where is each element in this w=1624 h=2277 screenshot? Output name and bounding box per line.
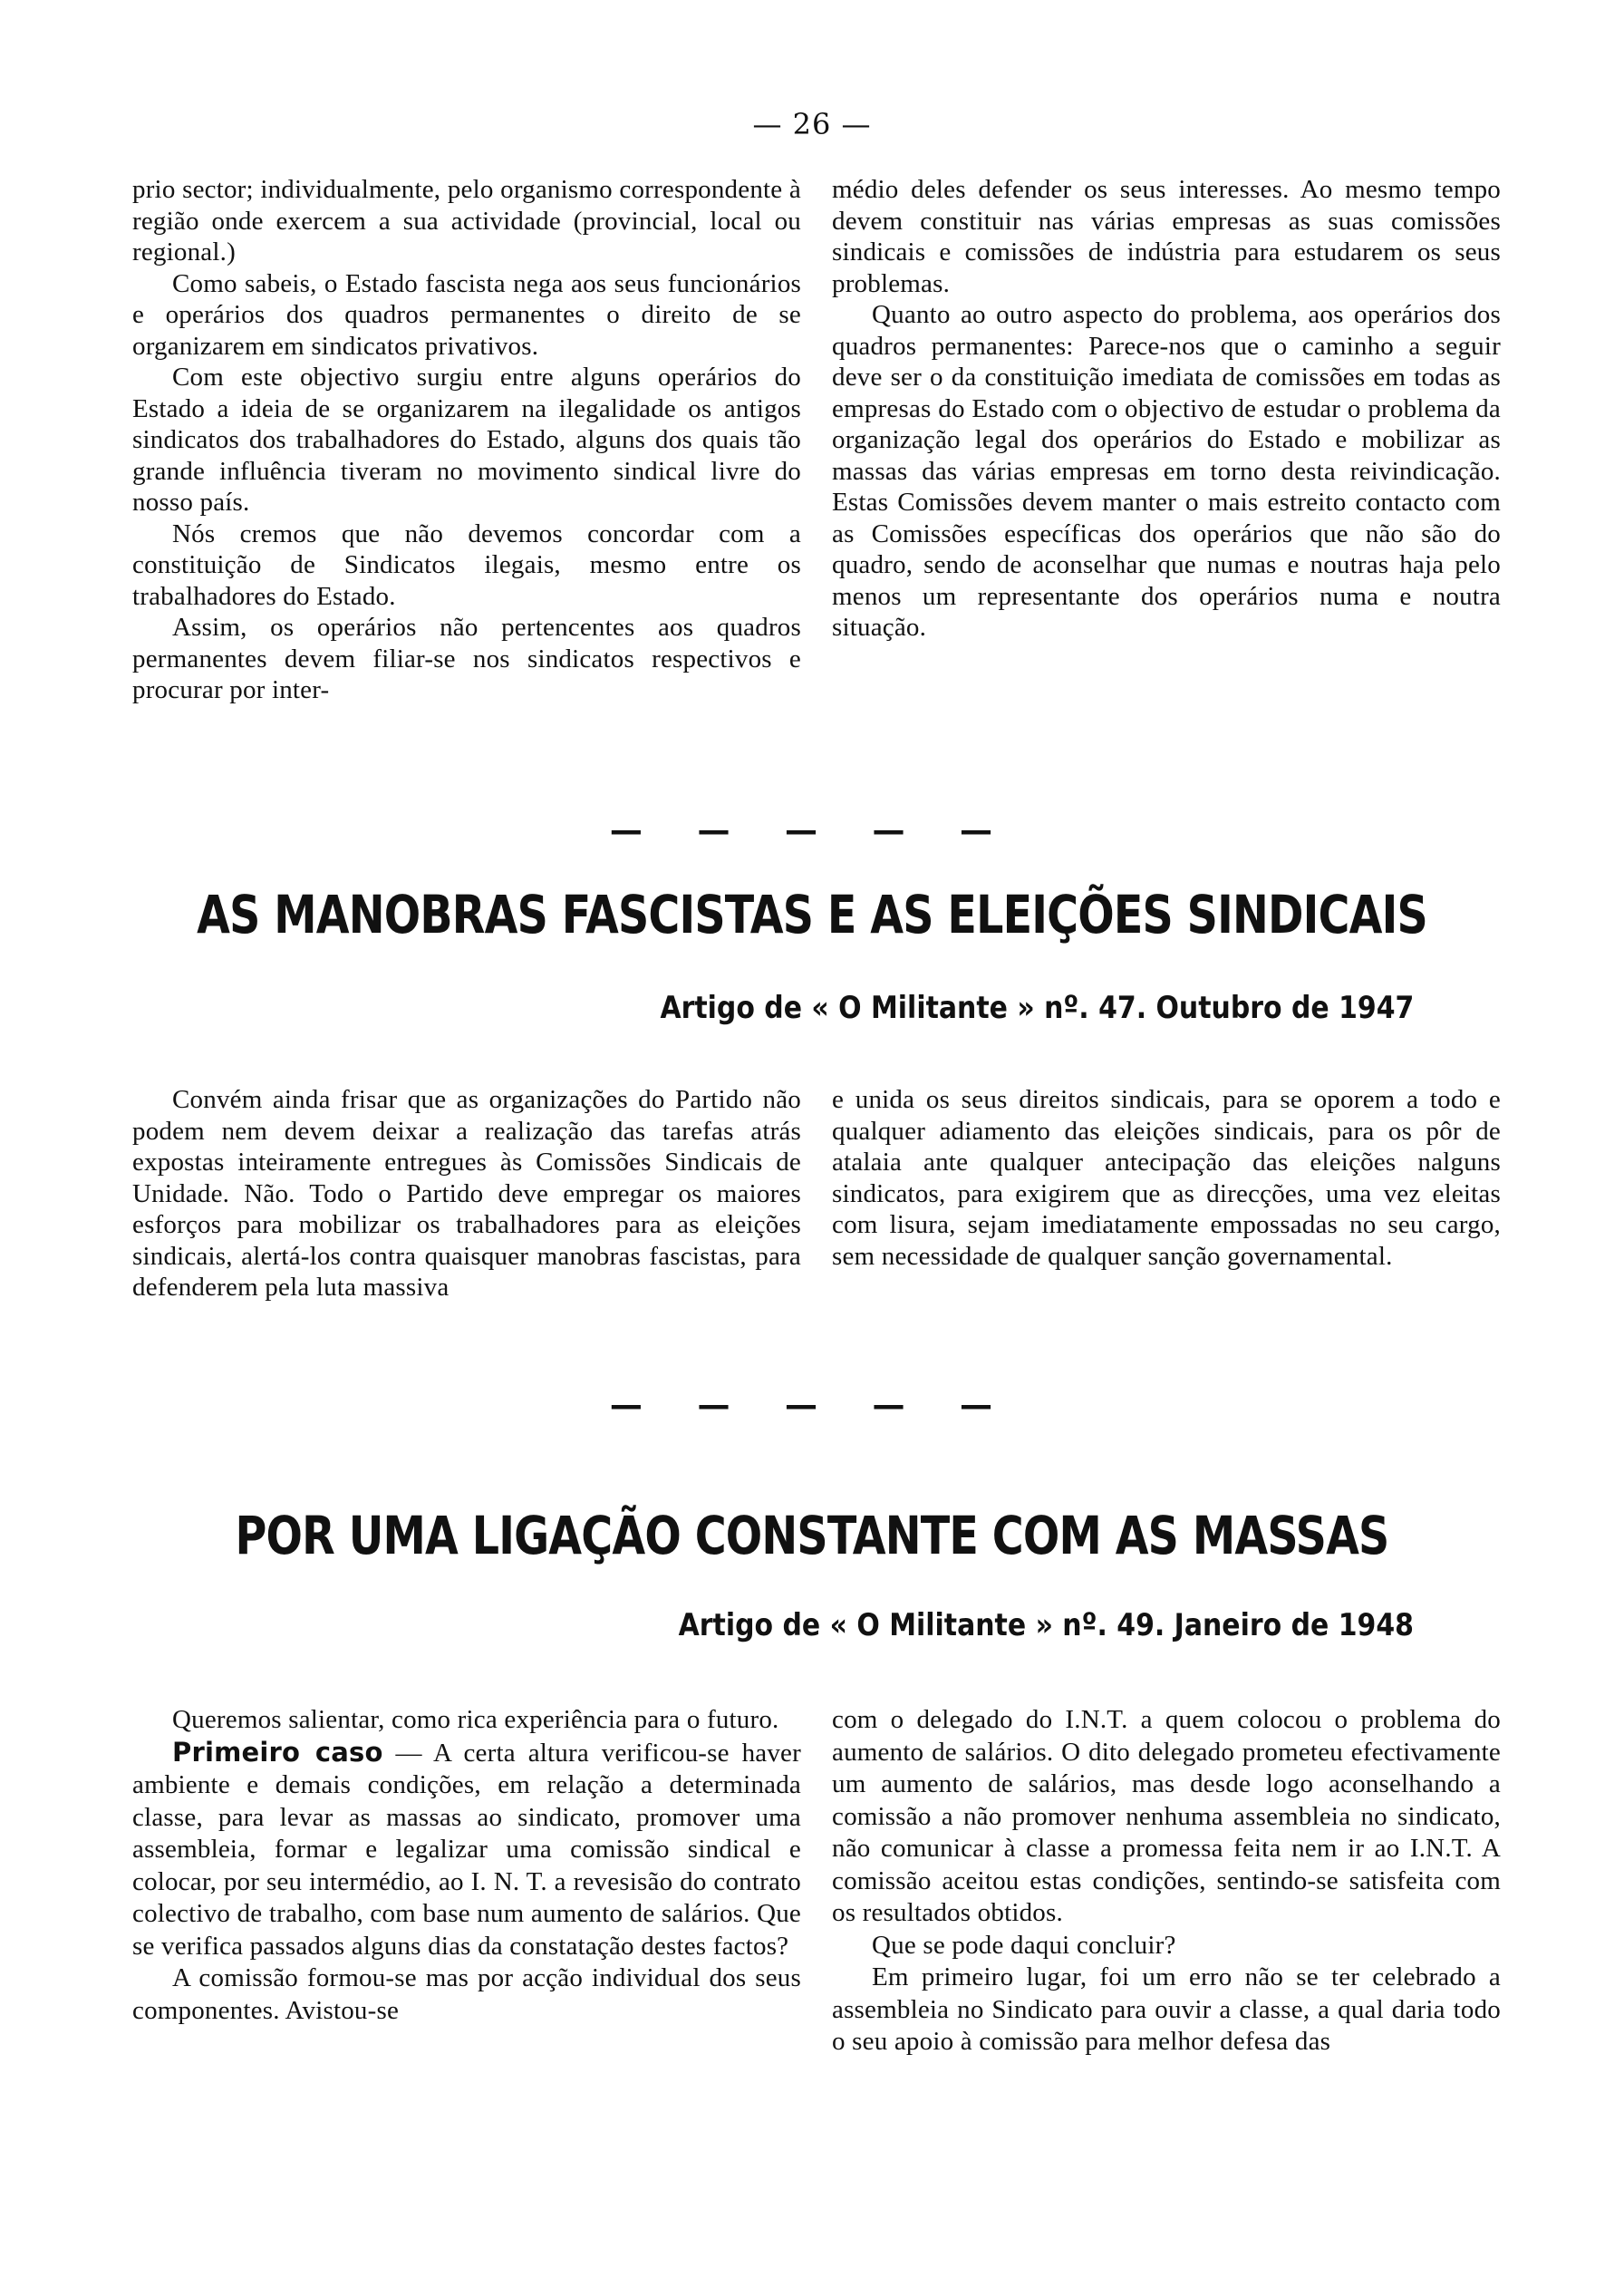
paragraph: prio sector; individualmente, pelo organismo correspondente à região onde exercem a sua actividade (provincial, local ou regional.): [132, 175, 801, 266]
paragraph: Assim, os operários não pertencentes aos quadros permanentes devem filiar-se nos sindicatos respectivos e procurar por inter-: [132, 613, 801, 704]
section-divider: — — — — —: [609, 1387, 1015, 1424]
paragraph: Como sabeis, o Estado fascista nega aos seus funcionários e operários dos quadros permanentes o direito de se organizarem em sindicatos privativos.: [132, 268, 801, 361]
paragraph: Convém ainda frisar que as organizações do Partido não podem nem devem deixar a realização das tarefas atrás expostas inteiramente entregues às Comissões Sindicais de Unidade. Não. Todo o Partido deve empregar os maiores esforços para mobilizar os trabalhadores para as eleições sindicais, alertá-los contra quaisquer manobras fascistas, para defenderem pela luta massiva: [132, 1085, 801, 1302]
article1-columns: [132, 1084, 1501, 1303]
paragraph: Queremos salientar, como rica experiência para o futuro.: [172, 1705, 779, 1734]
section-divider: — — — — —: [609, 812, 1015, 849]
page-number: — 26 —: [752, 107, 872, 141]
paragraph: A comissão formou-se mas por acção individual dos seus componentes. Avistou-se: [132, 1963, 801, 2025]
section1-right-column: [832, 174, 1501, 706]
article2-right-column: [832, 1704, 1501, 2059]
paragraph-lead: Primeiro caso: [172, 1736, 383, 1768]
paragraph: Em primeiro lugar, foi um erro não se ter celebrado a assembleia no Sindicato para ouvir a classe, a qual daria todo o seu apoio à comissão para melhor defesa das: [832, 1962, 1501, 2056]
article-heading: POR UMA LIGAÇÃO CONSTANTE COM AS MASSAS: [235, 1505, 1389, 1566]
paragraph: Com este objectivo surgiu entre alguns operários do Estado a ideia de se organizarem na ilegalidade os antigos sindicatos dos trabalhadores do Estado, alguns dos quais tão grande influência tiveram no movimento sindical livre do nosso país.: [132, 363, 801, 517]
paragraph: com o delegado do I.N.T. a quem colocou o problema do aumento de salários. O dito delegado prometeu efectivamente um aumento de salários, mas desde logo aconselhando a comissão a não promover nenhuma assembleia no sindicato, não comunicar à classe a promessa feita nem ir ao I.N.T. A comissão aceitou estas condições, sentindo-se satisfeita com os resultados obtidos.: [832, 1705, 1501, 1927]
article1-left-column: [132, 1084, 801, 1303]
article-subtitle: Artigo de « O Militante » nº. 49. Janeiro de 1948: [678, 1607, 1414, 1643]
article2-columns: [132, 1704, 1501, 2059]
article2-left-column: [132, 1704, 801, 2059]
article-heading: AS MANOBRAS FASCISTAS E AS ELEIÇÕES SINDICAIS: [197, 884, 1427, 945]
paragraph: [132, 1737, 801, 1963]
section1-left-column: [132, 174, 801, 706]
paragraph: e unida os seus direitos sindicais, para se oporem a todo e qualquer adiamento das eleições sindicais, para os pôr de atalaia ante qualquer antecipação das eleições nalguns sindicatos, para exigirem que as direcções, uma vez eleitas com lisura, sejam imediatamente empossadas no seu cargo, sem necessidade de qualquer sanção governamental.: [832, 1085, 1501, 1271]
article1-right-column: [832, 1084, 1501, 1303]
paragraph: médio deles defender os seus interesses. Ao mesmo tempo devem constituir nas várias empresas as suas comissões sindicais e comissões de indústria para estudarem os seus problemas.: [832, 175, 1501, 298]
paragraph-body: — A certa altura verificou-se haver ambiente e demais condições, em relação a determinada classe, para levar as massas ao sindicato, promover uma assembleia, formar e legalizar uma comissão sindical e colocar, por seu intermédio, ao I. N. T. a revesisão do contrato colectivo de trabalho, com base num aumento de salários. Que se verifica passados alguns dias da constatação destes factos?: [132, 1738, 801, 1961]
paragraph: Quanto ao outro aspecto do problema, aos operários dos quadros permanentes: Parece-nos que o caminho a seguir deve ser o da constituição imediata de comissões em todas as empresas do Estado com o objectivo de estudar o problema da organização legal dos operários do Estado e mobilizar as massas das várias empresas em torno desta reivindicação. Estas Comissões devem manter o mais estreito contacto com as Comissões específicas dos operários que não são do quadro, sendo de aconselhar que numas e noutras haja pelo menos um representante dos operários numa e noutra situação.: [832, 300, 1501, 642]
section1-columns: [132, 174, 1501, 706]
article-subtitle: Artigo de « O Militante » nº. 47. Outubro de 1947: [660, 990, 1414, 1026]
paragraph: Que se pode daqui concluir?: [872, 1930, 1176, 1960]
paragraph: Nós cremos que não devemos concordar com a constituição de Sindicatos ilegais, mesmo entre os trabalhadores do Estado.: [132, 518, 801, 611]
